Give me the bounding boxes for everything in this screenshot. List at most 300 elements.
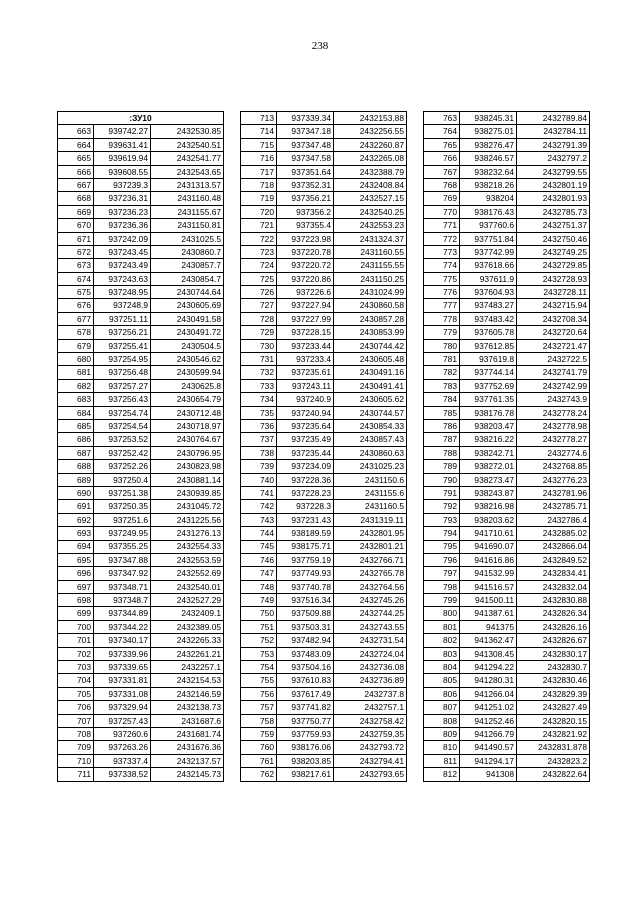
coord-x-cell: 937347.92 [94,567,151,580]
point-number-cell: 783 [424,379,460,392]
coord-y-cell: 2432830.7 [517,661,590,674]
table-row [241,473,407,486]
coord-x-cell: 941690.07 [460,540,517,553]
coord-y-cell: 2432765.78 [334,567,407,580]
point-number-cell: 743 [241,513,277,526]
table-row [58,661,224,674]
point-number-cell: 787 [424,433,460,446]
coord-x-cell: 937254.54 [94,419,151,432]
coord-x-cell: 941616.86 [460,553,517,566]
coord-y-cell: 2430654.79 [151,393,224,406]
point-number-cell: 705 [58,687,94,700]
table-row [58,272,224,285]
table-row [58,634,224,647]
point-number-cell: 720 [241,205,277,218]
point-number-cell: 688 [58,460,94,473]
coord-y-cell: 2432743.9 [517,393,590,406]
coord-x-cell: 937618.66 [460,259,517,272]
coord-y-cell: 2432554.33 [151,540,224,553]
coord-x-cell: 941294.17 [460,754,517,767]
coord-x-cell: 937240.94 [277,406,334,419]
coord-x-cell: 937243.63 [94,272,151,285]
coord-x-cell: 939631.41 [94,138,151,151]
point-number-cell: 687 [58,446,94,459]
table-row [424,393,590,406]
table-row [58,527,224,540]
coord-y-cell: 2432829.39 [517,687,590,700]
coord-y-cell: 2431150.25 [334,272,407,285]
coord-x-cell: 937352.31 [277,178,334,191]
coord-x-cell: 937263.26 [94,741,151,754]
coord-x-cell: 941251.02 [460,701,517,714]
table-row [58,594,224,607]
point-number-cell: 768 [424,178,460,191]
coord-x-cell: 937255.41 [94,339,151,352]
point-number-cell: 677 [58,312,94,325]
coord-x-cell: 937482.94 [277,634,334,647]
coord-x-cell: 937339.65 [94,661,151,674]
table-row [424,366,590,379]
table-row [241,219,407,232]
table-row [424,647,590,660]
point-number-cell: 773 [424,245,460,258]
coord-x-cell: 937253.52 [94,433,151,446]
coord-y-cell: 2432146.59 [151,687,224,700]
coord-x-cell: 937509.88 [277,607,334,620]
table-row [58,701,224,714]
coord-y-cell: 2430605.48 [334,353,407,366]
point-number-cell: 757 [241,701,277,714]
coord-y-cell: 2430854.33 [334,419,407,432]
table-row [241,727,407,740]
coord-x-cell: 938216.22 [460,433,517,446]
table-row [241,299,407,312]
coord-x-cell: 941516.57 [460,580,517,593]
table-row [424,245,590,258]
point-number-cell: 732 [241,366,277,379]
coord-x-cell: 937750.77 [277,714,334,727]
point-number-cell: 706 [58,701,94,714]
point-number-cell: 790 [424,473,460,486]
point-number-cell: 713 [241,112,277,125]
coord-x-cell: 937226.6 [277,286,334,299]
table-row [424,259,590,272]
coord-y-cell: 2431313.57 [151,178,224,191]
coord-y-cell: 2432778.98 [517,419,590,432]
point-number-cell: 791 [424,486,460,499]
point-number-cell: 693 [58,527,94,540]
table-row [58,486,224,499]
table-row [58,138,224,151]
table-row [424,112,590,125]
coord-y-cell: 2432826.16 [517,620,590,633]
table-row [241,754,407,767]
coord-y-cell: 2431045.72 [151,500,224,513]
coord-x-cell: 938242.71 [460,446,517,459]
table-row [424,406,590,419]
coord-y-cell: 2431155.67 [151,205,224,218]
coord-y-cell: 2432799.55 [517,165,590,178]
point-number-cell: 721 [241,219,277,232]
point-number-cell: 691 [58,500,94,513]
coord-y-cell: 2431024.99 [334,286,407,299]
coord-y-cell: 2430491.16 [334,366,407,379]
coord-y-cell: 2430853.99 [334,326,407,339]
table-row [241,245,407,258]
coord-y-cell: 2432791.39 [517,138,590,151]
point-number-cell: 711 [58,768,94,781]
table-row [424,419,590,432]
coord-y-cell: 2432265.33 [151,634,224,647]
coord-x-cell: 937339.34 [277,112,334,125]
table-row [58,192,224,205]
table-row [424,299,590,312]
coord-y-cell: 2431150.6 [334,473,407,486]
point-number-cell: 670 [58,219,94,232]
point-number-cell: 798 [424,580,460,593]
point-number-cell: 797 [424,567,460,580]
coord-x-cell: 937610.83 [277,674,334,687]
coordinates-table-1 [57,111,224,782]
point-number-cell: 810 [424,741,460,754]
coord-x-cell: 937483.27 [460,299,517,312]
table-row [58,754,224,767]
table-row [241,152,407,165]
coord-x-cell: 937617.49 [277,687,334,700]
table-row [241,326,407,339]
coord-x-cell: 937251.38 [94,486,151,499]
table-row [424,701,590,714]
point-number-cell: 669 [58,205,94,218]
coord-y-cell: 2432257.1 [151,661,224,674]
table-row [424,553,590,566]
table-row [241,366,407,379]
table-row [241,379,407,392]
coord-y-cell: 2432749.25 [517,245,590,258]
coord-y-cell: 2432827.49 [517,701,590,714]
coord-y-cell: 2432138.73 [151,701,224,714]
coord-x-cell: 937242.09 [94,232,151,245]
point-number-cell: 699 [58,607,94,620]
point-number-cell: 744 [241,527,277,540]
coord-y-cell: 2432261.21 [151,647,224,660]
coord-x-cell: 937347.18 [277,125,334,138]
coord-x-cell: 937483.42 [460,312,517,325]
point-number-cell: 667 [58,178,94,191]
point-number-cell: 668 [58,192,94,205]
coord-x-cell: 937239.3 [94,178,151,191]
point-number-cell: 775 [424,272,460,285]
coord-x-cell: 937235.64 [277,419,334,432]
point-number-cell: 710 [58,754,94,767]
coord-y-cell: 2432541.77 [151,152,224,165]
coord-y-cell: 2432793.72 [334,741,407,754]
coord-y-cell: 2432731.54 [334,634,407,647]
coord-x-cell: 938272.01 [460,460,517,473]
coord-y-cell: 2432737.8 [334,687,407,700]
point-number-cell: 771 [424,219,460,232]
point-number-cell: 785 [424,406,460,419]
coord-x-cell: 937235.44 [277,446,334,459]
point-number-cell: 715 [241,138,277,151]
coord-y-cell: 2432750.46 [517,232,590,245]
table-row [241,674,407,687]
table-row [58,460,224,473]
point-number-cell: 801 [424,620,460,633]
table-row [58,205,224,218]
table-row [424,486,590,499]
table-row [424,286,590,299]
table-row [58,446,224,459]
table-row [241,513,407,526]
coord-y-cell: 2432145.73 [151,768,224,781]
coord-y-cell: 2432744.25 [334,607,407,620]
table-row [424,219,590,232]
coord-y-cell: 2431676.36 [151,741,224,754]
point-number-cell: 808 [424,714,460,727]
coord-y-cell: 2432826.67 [517,634,590,647]
coord-y-cell: 2430605.62 [334,393,407,406]
coord-x-cell: 937331.08 [94,687,151,700]
table-row [58,567,224,580]
coord-y-cell: 2432260.87 [334,138,407,151]
point-number-cell: 805 [424,674,460,687]
point-number-cell: 746 [241,553,277,566]
coord-y-cell: 2432530.85 [151,125,224,138]
coord-x-cell: 937257.43 [94,714,151,727]
coord-x-cell: 938217.61 [277,768,334,781]
table-row [58,219,224,232]
point-number-cell: 683 [58,393,94,406]
table-row [241,486,407,499]
coord-x-cell: 938243.87 [460,486,517,499]
point-number-cell: 729 [241,326,277,339]
coord-y-cell: 2431225.56 [151,513,224,526]
table-row [424,152,590,165]
point-number-cell: 751 [241,620,277,633]
coord-x-cell: 937761.35 [460,393,517,406]
point-number-cell: 698 [58,594,94,607]
coord-y-cell: 2430546.62 [151,353,224,366]
point-number-cell: 754 [241,661,277,674]
table-row [241,500,407,513]
coord-x-cell: 937759.93 [277,727,334,740]
point-number-cell: 694 [58,540,94,553]
table-row [241,540,407,553]
coord-x-cell: 937254.74 [94,406,151,419]
coord-y-cell: 2432784.11 [517,125,590,138]
coord-y-cell: 2432553.59 [151,553,224,566]
point-number-cell: 759 [241,727,277,740]
coord-x-cell: 938176.06 [277,741,334,754]
coordinates-table-2 [240,111,407,782]
table-row [58,393,224,406]
table-row [241,687,407,700]
point-number-cell: 692 [58,513,94,526]
coord-y-cell: 2430764.67 [151,433,224,446]
coord-x-cell: 937227.94 [277,299,334,312]
coord-y-cell: 2432822.64 [517,768,590,781]
coord-x-cell: 937254.95 [94,353,151,366]
coord-x-cell: 941294.22 [460,661,517,674]
table-row [58,513,224,526]
coord-y-cell: 2430744.57 [334,406,407,419]
coord-y-cell: 2430881.14 [151,473,224,486]
coord-y-cell: 2430605.69 [151,299,224,312]
coord-x-cell: 937612.85 [460,339,517,352]
coord-x-cell: 937740.78 [277,580,334,593]
coord-x-cell: 941266.04 [460,687,517,700]
coord-y-cell: 2432553.23 [334,219,407,232]
point-number-cell: 739 [241,460,277,473]
coord-x-cell: 937228.36 [277,473,334,486]
point-number-cell: 708 [58,727,94,740]
coord-x-cell: 941266.79 [460,727,517,740]
coord-x-cell: 938176.43 [460,205,517,218]
coord-y-cell: 2432821.92 [517,727,590,740]
point-number-cell: 689 [58,473,94,486]
coord-y-cell: 2432729.85 [517,259,590,272]
coord-x-cell: 937233.4 [277,353,334,366]
coord-y-cell: 2432708.34 [517,312,590,325]
coord-y-cell: 2432751.37 [517,219,590,232]
table-header-row [58,112,224,125]
table-row [241,286,407,299]
coord-x-cell: 937236.31 [94,192,151,205]
point-number-cell: 696 [58,567,94,580]
coord-y-cell: 2432774.6 [517,446,590,459]
table-row [58,152,224,165]
table-row [58,580,224,593]
coord-y-cell: 2432849.52 [517,553,590,566]
point-number-cell: 724 [241,259,277,272]
coord-y-cell: 2432409.1 [151,607,224,620]
table-row [58,714,224,727]
coord-x-cell: 937347.88 [94,553,151,566]
point-number-cell: 701 [58,634,94,647]
point-number-cell: 777 [424,299,460,312]
point-number-cell: 767 [424,165,460,178]
point-number-cell: 682 [58,379,94,392]
coord-x-cell: 937235.61 [277,366,334,379]
coord-x-cell: 937223.98 [277,232,334,245]
coord-x-cell: 937250.35 [94,500,151,513]
coord-y-cell: 2432728.11 [517,286,590,299]
coord-y-cell: 2432408.84 [334,178,407,191]
point-number-cell: 681 [58,366,94,379]
table-row [58,741,224,754]
coord-x-cell: 938189.59 [277,527,334,540]
table-row [424,232,590,245]
coord-x-cell: 941252.46 [460,714,517,727]
coord-x-cell: 937752.69 [460,379,517,392]
coord-y-cell: 2432543.65 [151,165,224,178]
point-number-cell: 745 [241,540,277,553]
point-number-cell: 717 [241,165,277,178]
coord-y-cell: 2430939.85 [151,486,224,499]
point-number-cell: 718 [241,178,277,191]
point-number-cell: 794 [424,527,460,540]
point-number-cell: 680 [58,353,94,366]
table-row [58,674,224,687]
coord-x-cell: 941500.11 [460,594,517,607]
point-number-cell: 738 [241,446,277,459]
coord-y-cell: 2432789.84 [517,112,590,125]
coord-x-cell: 937741.82 [277,701,334,714]
table-row [241,620,407,633]
point-number-cell: 758 [241,714,277,727]
table-row [424,674,590,687]
table-row [58,620,224,633]
coord-y-cell: 2432741.79 [517,366,590,379]
point-number-cell: 807 [424,701,460,714]
point-number-cell: 663 [58,125,94,138]
coord-y-cell: 2432715.94 [517,299,590,312]
table-row [424,661,590,674]
point-number-cell: 784 [424,393,460,406]
coord-x-cell: 941532.99 [460,567,517,580]
point-number-cell: 676 [58,299,94,312]
coord-y-cell: 2432757.1 [334,701,407,714]
coord-y-cell: 2432785.71 [517,500,590,513]
table-row [424,634,590,647]
coord-x-cell: 937760.6 [460,219,517,232]
table-row [241,647,407,660]
coord-x-cell: 937338.52 [94,768,151,781]
table-row [58,353,224,366]
point-number-cell: 796 [424,553,460,566]
coord-x-cell: 937348.7 [94,594,151,607]
coordinates-table-3 [423,111,590,782]
coord-y-cell: 2432781.96 [517,486,590,499]
point-number-cell: 765 [424,138,460,151]
table-row [424,607,590,620]
point-number-cell: 675 [58,286,94,299]
coord-y-cell: 2430599.94 [151,366,224,379]
point-number-cell: 723 [241,245,277,258]
coord-y-cell: 2430796.95 [151,446,224,459]
coord-x-cell: 937604.93 [460,286,517,299]
coord-y-cell: 2430857.43 [334,433,407,446]
coord-y-cell: 2432766.71 [334,553,407,566]
coord-y-cell: 2431160.5 [334,500,407,513]
point-number-cell: 748 [241,580,277,593]
coord-x-cell: 937516.34 [277,594,334,607]
coord-x-cell: 937236.23 [94,205,151,218]
coord-y-cell: 2432743.55 [334,620,407,633]
coord-x-cell: 937344.89 [94,607,151,620]
point-number-cell: 733 [241,379,277,392]
point-number-cell: 776 [424,286,460,299]
coord-x-cell: 937228.23 [277,486,334,499]
table-row [241,580,407,593]
table-row [58,245,224,258]
point-number-cell: 803 [424,647,460,660]
coord-x-cell: 937355.4 [277,219,334,232]
point-number-cell: 782 [424,366,460,379]
coord-x-cell: 937228.3 [277,500,334,513]
coord-x-cell: 941490.57 [460,741,517,754]
table-row [424,192,590,205]
table-row [58,339,224,352]
coord-x-cell: 937250.4 [94,473,151,486]
table-row [424,687,590,700]
point-number-cell: 737 [241,433,277,446]
coord-y-cell: 2432552.69 [151,567,224,580]
point-number-cell: 731 [241,353,277,366]
point-number-cell: 664 [58,138,94,151]
coord-y-cell: 2432768.85 [517,460,590,473]
